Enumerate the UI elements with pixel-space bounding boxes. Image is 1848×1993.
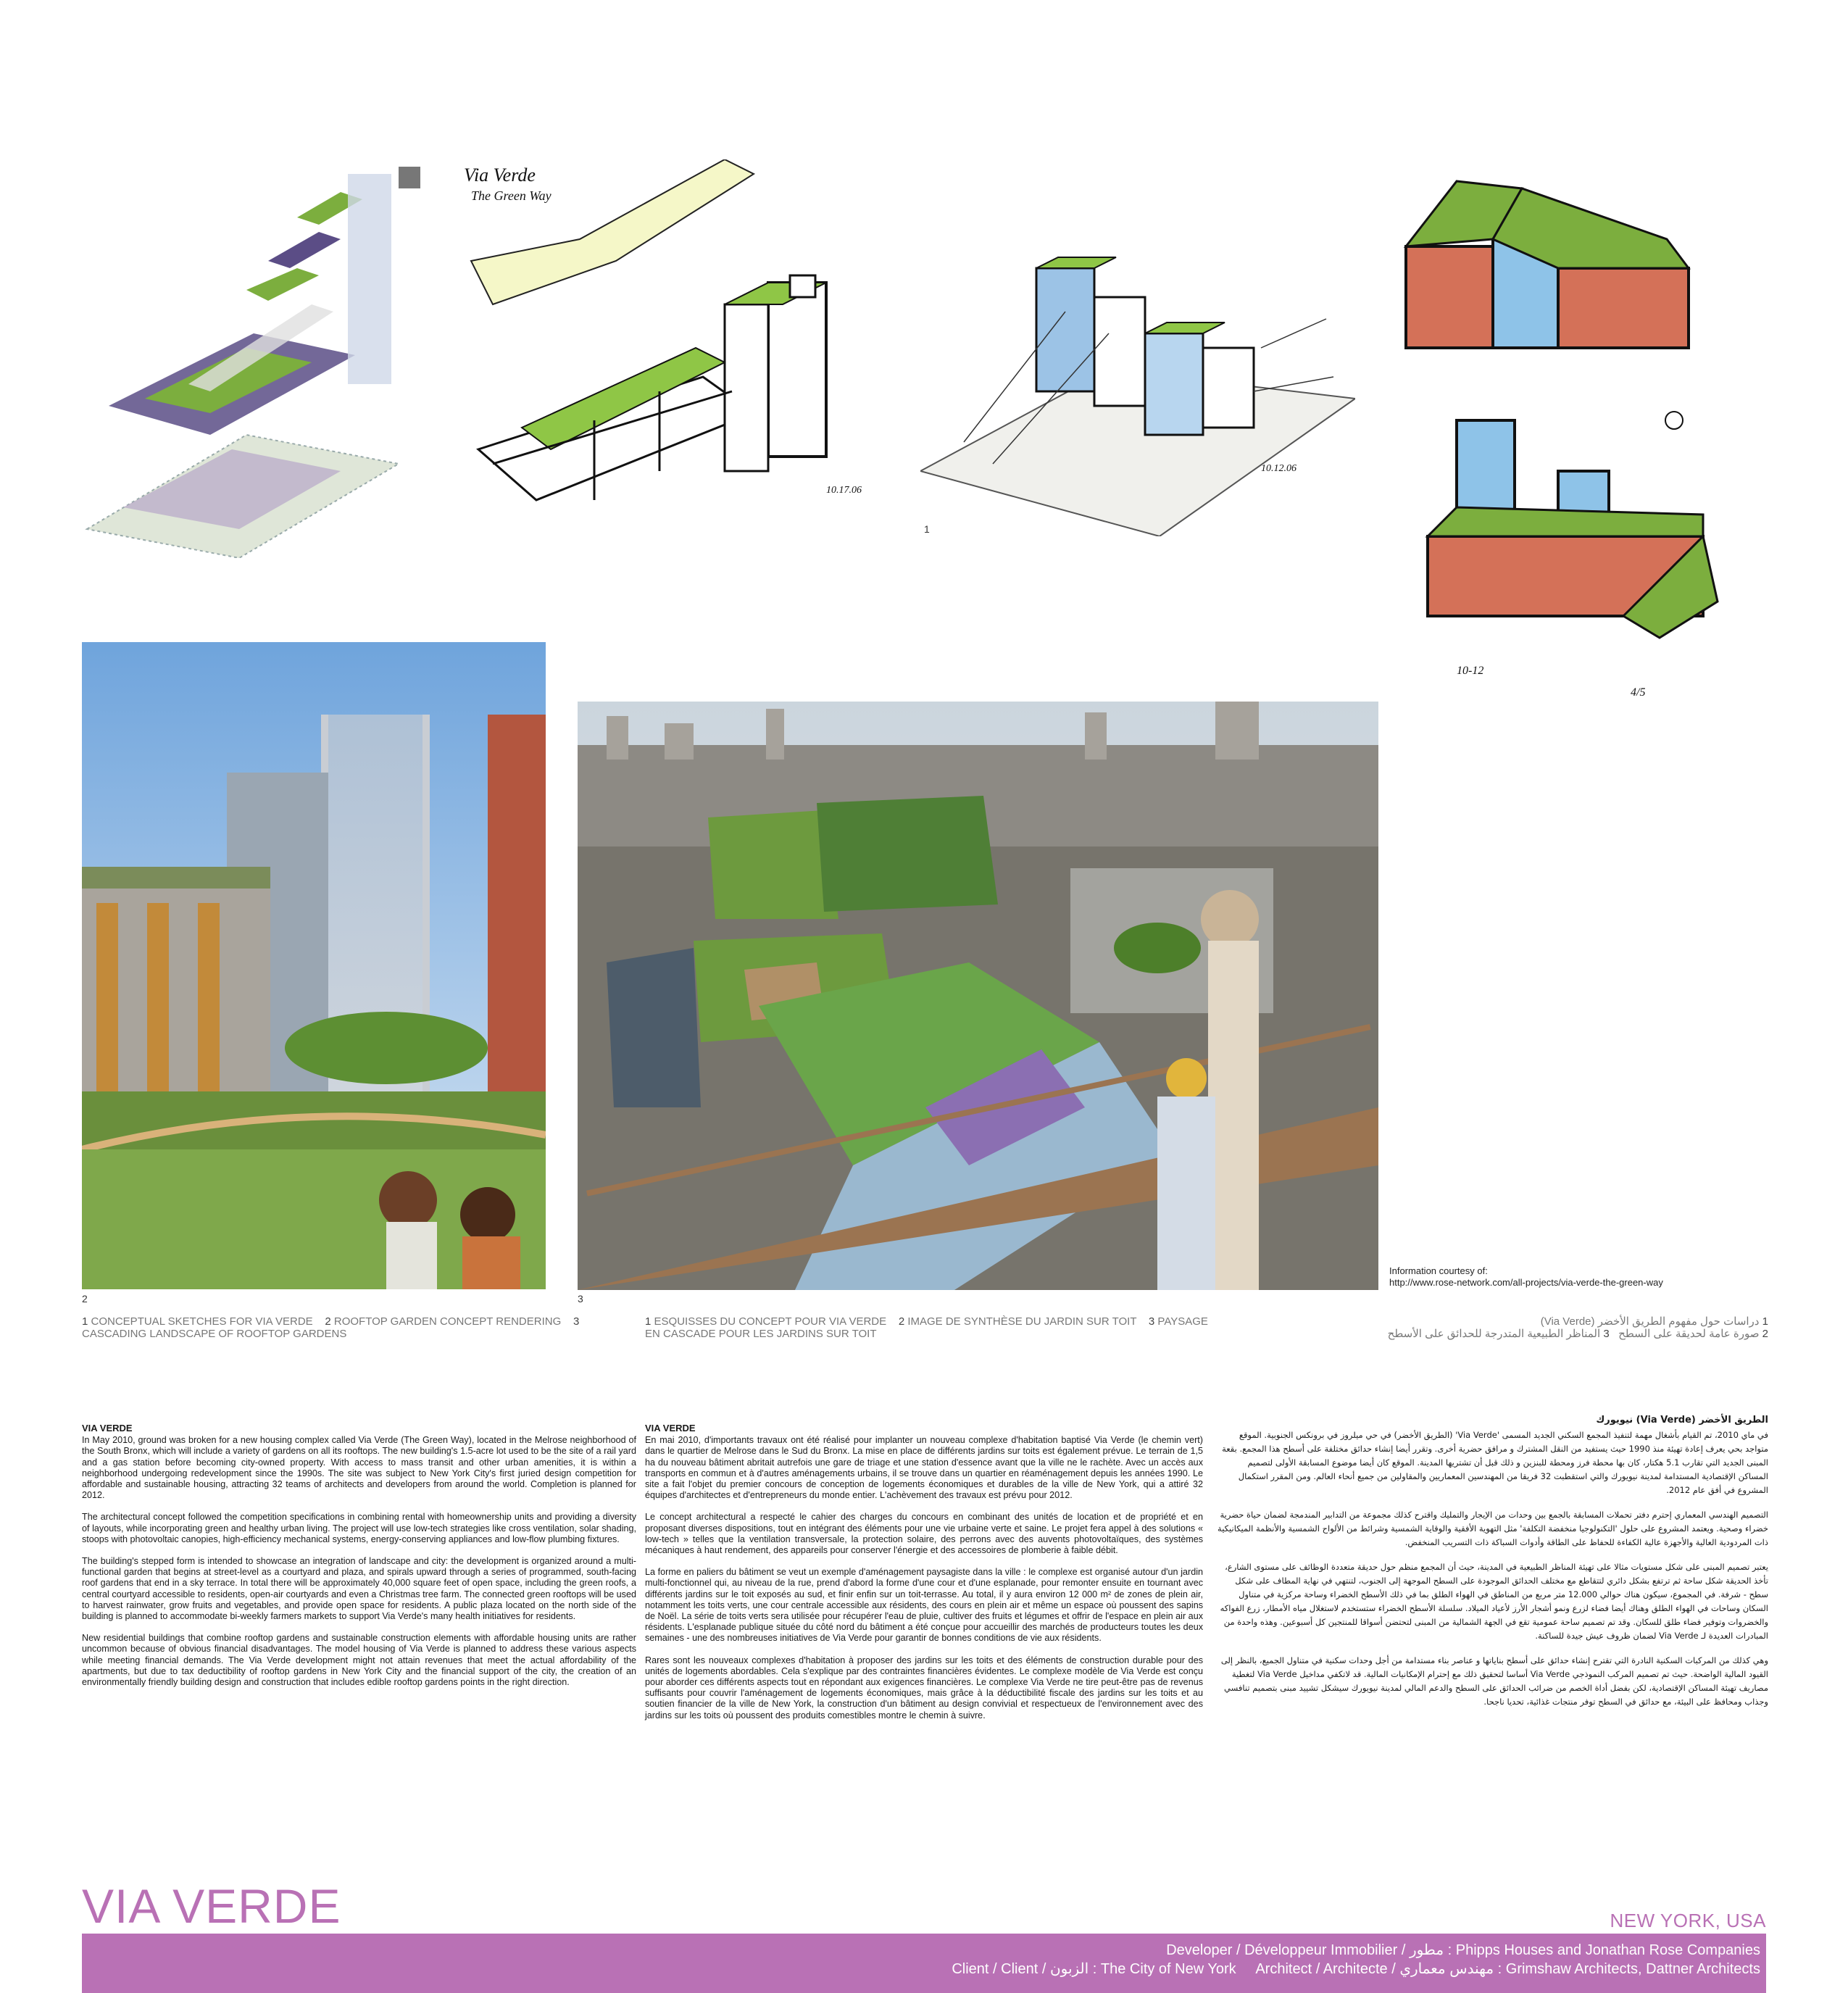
sketch-subtitle-green-way: The Green Way [471, 188, 552, 203]
french-paragraph: En mai 2010, d'importants travaux ont été réalisé pour implanter un nouveau complexe d'habitation baptisé Via Verde (le chemin vert) dans le quartier de Melrose dans le Sud du Bronx. La mise en place de différents jardins sur toits est également prévue. Le terrain de 1,5 ha du nouveau bâtiment abritait autrefois une gare de triage et une station d'essence avant que la ville ne le rachète. Avec un accès aux transports en commun et à d'autres aménagements urbains, il se trouve dans un quartier en réaménagement depuis les années 1990. Le site a fait l'objet du premier concours de conception de logements économiques et durables de la ville de New York, qui a attiré 32 équipes d'architectes et d'entrepreneurs du monde entier. L'achèvement des travaux est prévu pour 2012. [645, 1435, 1203, 1501]
english-paragraph: The architectural concept followed the competition specifications in combining rental with homeownership units and providing a diversity of layouts, while incorporating green and healthy urban living. The project will use low-tech strategies like cross ventilation, solar shading, stoops with photovoltaic canopies, high-efficiency mechanical systems, energy-conserving appliances and low-flow plumbing fixtures. [82, 1512, 636, 1544]
sketch-street-perspective [920, 203, 1355, 536]
credit-client-label: Client / Client / الزبون : [952, 1961, 1097, 1977]
english-title: VIA VERDE [82, 1423, 133, 1434]
arabic-paragraph: وهي كذلك من المركبات السكنية النادرة التي تقترح إنشاء حدائق على أسطح بناياتها و عناصر بناء مستدامة من أجل وحدات سكنية في متناول الجميع، بالنظر إلى القيود المالية الواضحة. حيث تم تصميم المركب النموذجي Via Verde أساسا لتحقيق ذلك مع إحترام الإمكانيات المالية. قد لاتكفي مداخيل Via Verde لتغطية مصاريف تهيئة المساكن الإقتصادية، لكن بفضل أداة الخصم من ضرائب الحدائق على السطح والدعم المالي لمدينة نيويورك سيشكل تشييد مبنى بتصميم تنافسي وجذاب ومحافظ على البيئة، مع حدائق في السطح توفر منتجات غذائية، تحديا ناجحا. [1220, 1655, 1768, 1707]
credit-developer [82, 1934, 1766, 1960]
rooftop-garden-rendering [82, 642, 546, 1289]
credit-client-value: The City of New York [1100, 1961, 1236, 1977]
french-column [645, 1423, 1203, 1732]
sketch-title-via-verde: Via Verde [464, 165, 536, 186]
info-courtesy-label: Information courtesy of: [1389, 1265, 1488, 1276]
credit-developer-value: Phipps Houses and Jonathan Rose Companies [1455, 1942, 1760, 1958]
figure-number-3: 3 [578, 1293, 583, 1305]
sketch-date-2: 10.12.06 [1261, 463, 1296, 474]
english-column [82, 1423, 636, 1699]
location-label: NEW YORK, USA [1610, 1910, 1766, 1931]
sketch-date-4: 4/5 [1631, 686, 1646, 699]
arabic-paragraph: يعتبر تصميم المبنى على شكل مستويات مثالا على تهيئة المناظر الطبيعية في المدينة، حيث أن المجمع منظم حول حديقة متعددة الوظائف على مستوى الشارع، تأخذ الحديقة شكل ساحة ثم ترتفع بشكل دائري لتتقاطع مع مختلف الحدائق الموجودة على السطح الموجهة إلى الجنوب، لتنتهي في نهاية المطاف على شكل سطح - شرفة. في المجموع، سيكون هناك حوالي 12.000 متر مربع من المناطق في الهواء الطلق بما في ذلك الأسطح الخضراء وساحة مركزية في متناول السكان وساحات في الهواء الطلق وهناك أيضا فضاء لزرع ونمو أشجار الأرز لأعياد الميلاد. سلسلة الأسطح الخضراء ستستخدم لاستغلال مياه الأمطار، زرع الفواكه والخضروات وتوفير فضاء طلق للسكان. وقد تم تصميم ساحة عمومية تقع في الجهة الشمالية من المبنى لتحتضن أسواقا للمنتجين كل أسبوعين. وهذه واحدة من المبادرات العديدة لـ Via Verde لضمان ظروف عيش جيدة للساكنة. [1220, 1562, 1768, 1641]
sketch-exploded-axonometric [80, 167, 420, 558]
credit-client-architect [82, 1960, 1766, 1979]
info-courtesy [1389, 1265, 1663, 1289]
english-paragraph: The building's stepped form is intended to showcase an integration of landscape and city: the development is organized around a multi-functional garden that begins at street-level as a courtyard and plaza, and spirals upward through a series of programmed, south-facing roof gardens that end in a sky terrace. In total there will be approximately 40,000 square feet of open space, including the green roofs, a central courtyard accessible to residents, open-air courtyards and even a Christmas tree farm. The connected green rooftops will be used to harvest rainwater, grow fruits and vegetables, and provide open space for residents. A public plaza located on the north side of the building is planned to accommodate bi-weekly farmers markets to support Via Verde's many health initiatives for residents. [82, 1556, 636, 1622]
info-courtesy-url: http://www.rose-network.com/all-projects/via-verde-the-green-way [1389, 1277, 1663, 1288]
aerial-cascading-gardens [578, 702, 1378, 1290]
english-paragraph: In May 2010, ground was broken for a new housing complex called Via Verde (The Green Way), located in the Melrose neighborhood of the South Bronx, which will include a variety of gardens on all its rooftops. The new building's 1.5-acre lot used to be the site of a rail yard and a gas station before becoming city-owned property. With access to mass transit and other urban amenities, it is within a neighborhood undergoing redevelopment since the 1990s. The site was subject to New York City's first juried design competition for affordable and sustainable housing, attracting 32 teams of architects and developers from around the world. Completion is planned for 2012. [82, 1435, 636, 1501]
english-paragraph: New residential buildings that combine rooftop gardens and sustainable construction elements with affordable housing units are rather uncommon because of obvious financial disadvantages. The model housing of Via Verde is planned to address these various aspects while meeting financial demands. The Via Verde development might not attain revenues that meet the actual affordability of the apartments, but due to tax deductibility of rooftop gardens in New York City and the financial support of the city, the creation of an environmentally friendly building design and construction that includes edible rooftop gardens points in the right direction. [82, 1633, 636, 1688]
credit-architect-label: Architect / Architecte / مهندس معماري : [1255, 1961, 1502, 1977]
credits-bar [82, 1934, 1766, 1993]
french-paragraph: Rares sont les nouveaux complexes d'habitation à proposer des jardins sur les toits et des éléments de construction durable pour des unités de logements abordables. Cela s'explique par des contraintes financières évidentes. Le complexe modèle de Via Verde est conçu pour aborder ces différents aspects tout en répondant aux exigences financières. Le complexe Via Verde ne tire peut-être pas de revenus suffisants pour couvrir l'aménagement de logements économiques, mais grâce à la déductibilité fiscale des jardins sur les toits et au soutien financier de la ville de New York, la construction d'un bâtiment au design convivial et respectueux de l'environnement avec des jardins sur les toits où poussent des produits comestibles montre le chemin à suivre. [645, 1655, 1203, 1721]
credit-developer-label: Developer / Développeur Immobilier / مطور : [1166, 1942, 1452, 1958]
figure-number-2: 2 [82, 1293, 88, 1305]
french-title: VIA VERDE [645, 1423, 696, 1434]
figure-number-1: 1 [924, 523, 930, 535]
french-paragraph: Le concept architectural a respecté le cahier des charges du concours en combinant des unités de location et de propriété et en proposant diverses dispositions, tout en intégrant des éléments pour une vie urbaine verte et saine. Le projet fera appel à des solutions « low-tech » telles que la ventilation transversale, la protection solaire, des perrons avec des auvents photovoltaïques, des systèmes mécaniques à haut rendement, des appareils pour conserver l'énergie et des accessoires de plomberie à faible débit. [645, 1512, 1203, 1556]
credit-architect-value: Grimshaw Architects, Dattner Architects [1505, 1961, 1760, 1977]
caption-french: 1 ESQUISSES DU CONCEPT POUR VIA VERDE 2 IMAGE DE SYNTHÈSE DU JARDIN SUR TOIT 3 PAYSAGE EN CASCADE POUR LES JARDINS SUR TOIT [645, 1315, 1208, 1340]
arabic-column [1218, 1413, 1768, 1720]
sketch-date-1: 10.17.06 [826, 485, 862, 496]
sketch-via-verde-green-way [449, 159, 899, 565]
caption-english: 1 CONCEPTUAL SKETCHES FOR VIA VERDE 2 ROOFTOP GARDEN CONCEPT RENDERING 3 CASCADING LANDSCAPE OF ROOFTOP GARDENS [82, 1315, 580, 1340]
page-title: VIA VERDE [82, 1879, 341, 1933]
sketch-date-3: 10-12 [1457, 665, 1484, 677]
arabic-paragraph: التصميم الهندسي المعماري إحترم دفتر تحملات المسابقة بالجمع بين وحدات من الإيجار والتمليك واقترح كذلك مجموعة من التدابير المندمجة لضمان حياة حضرية خضراء وصحية. ويعتمد المشروع على حلول 'التكنولوجيا منخفضة التكلفة' مثل التهوية الأفقية والوقاية الشمسية وشرائط من الألواح الشمسية والأنظمة الميكانيكية ذات المردودية العالية والأجهزة عالية الكفاءة للحفاظ على الطاقة وأدوات السباكة ذات التسريب المنخفض. [1218, 1510, 1768, 1547]
sketch-massing-bottom [1413, 391, 1732, 710]
arabic-paragraph: في ماي 2010، تم القيام بأشغال مهمة لتنفيذ المجمع السكني الجديد المسمى 'Via Verde' (الطريق الأخضر) في حي ميلروز في برونكس الجنوبية. الموقع متواجد بحي يعرف إعادة تهيئة منذ 1990 حيث يستفيد من النقل المشترك و مرافق حضرية أخرى. وتقرر أيضا إنشاء حدائق مختلفة على أسطح هذا المجمع. بقعة المبنى الجديد التي تقارب 5.1 هكتار، كان بها محطة فرز ومحطة للبنزين و ذلك قبل أن تشتريها المدينة. الموقع كان أيضا موضوع المسابقة الأولى لتصميم المساكن الإقتصادية المستدامة لمدينة نيويورك والتي استقطبت 32 فريقا من المهندسين المعماريين والمقاولين من جميع أنحاء العالم. ومن المقرر استكمال المشروع في أفق عام 2012. [1222, 1430, 1768, 1495]
sketch-massing-top [1391, 159, 1710, 370]
arabic-title: الطريق الأخضر (Via Verde) نيويورك [1596, 1415, 1768, 1426]
french-paragraph: La forme en paliers du bâtiment se veut un exemple d'aménagement paysagiste dans la ville : le complexe est organisé autour d'un jardin multi-fonctionnel qui, au niveau de la rue, prend d'abord la forme d'une cour et d'une esplanade, pour remonter ensuite en tournant avec différents jardins sur le toit exposés au sud, et finir enfin sur un toit-terrasse. Au total, il y aura environ 12 000 m² de zones de plein air, notamment les toits verts, une cour centrale accessible aux résidents, des cours en plein air et même un espace où poussent des sapins de Noël. La série de toits verts sera utilisée pour récupérer l'eau de pluie, cultiver des fruits et légumes et offrir de l'espace en plein air aux résidents. L'esplanade publique située du côté nord du bâtiment a été conçue pour accueillir des marchés de producteurs toutes les deux semaines - une des nombreuses initiatives de Via Verde pour garantir de bonnes conditions de vie aux résidents. [645, 1567, 1203, 1644]
caption-arabic: 1 دراسات حول مفهوم الطريق الأخضر (Via Verde) 2 صورة عامة لحديقة على السطح 3 المناظر الطبيعية المتدرجة للحدائق على الأسطح [1387, 1315, 1768, 1340]
